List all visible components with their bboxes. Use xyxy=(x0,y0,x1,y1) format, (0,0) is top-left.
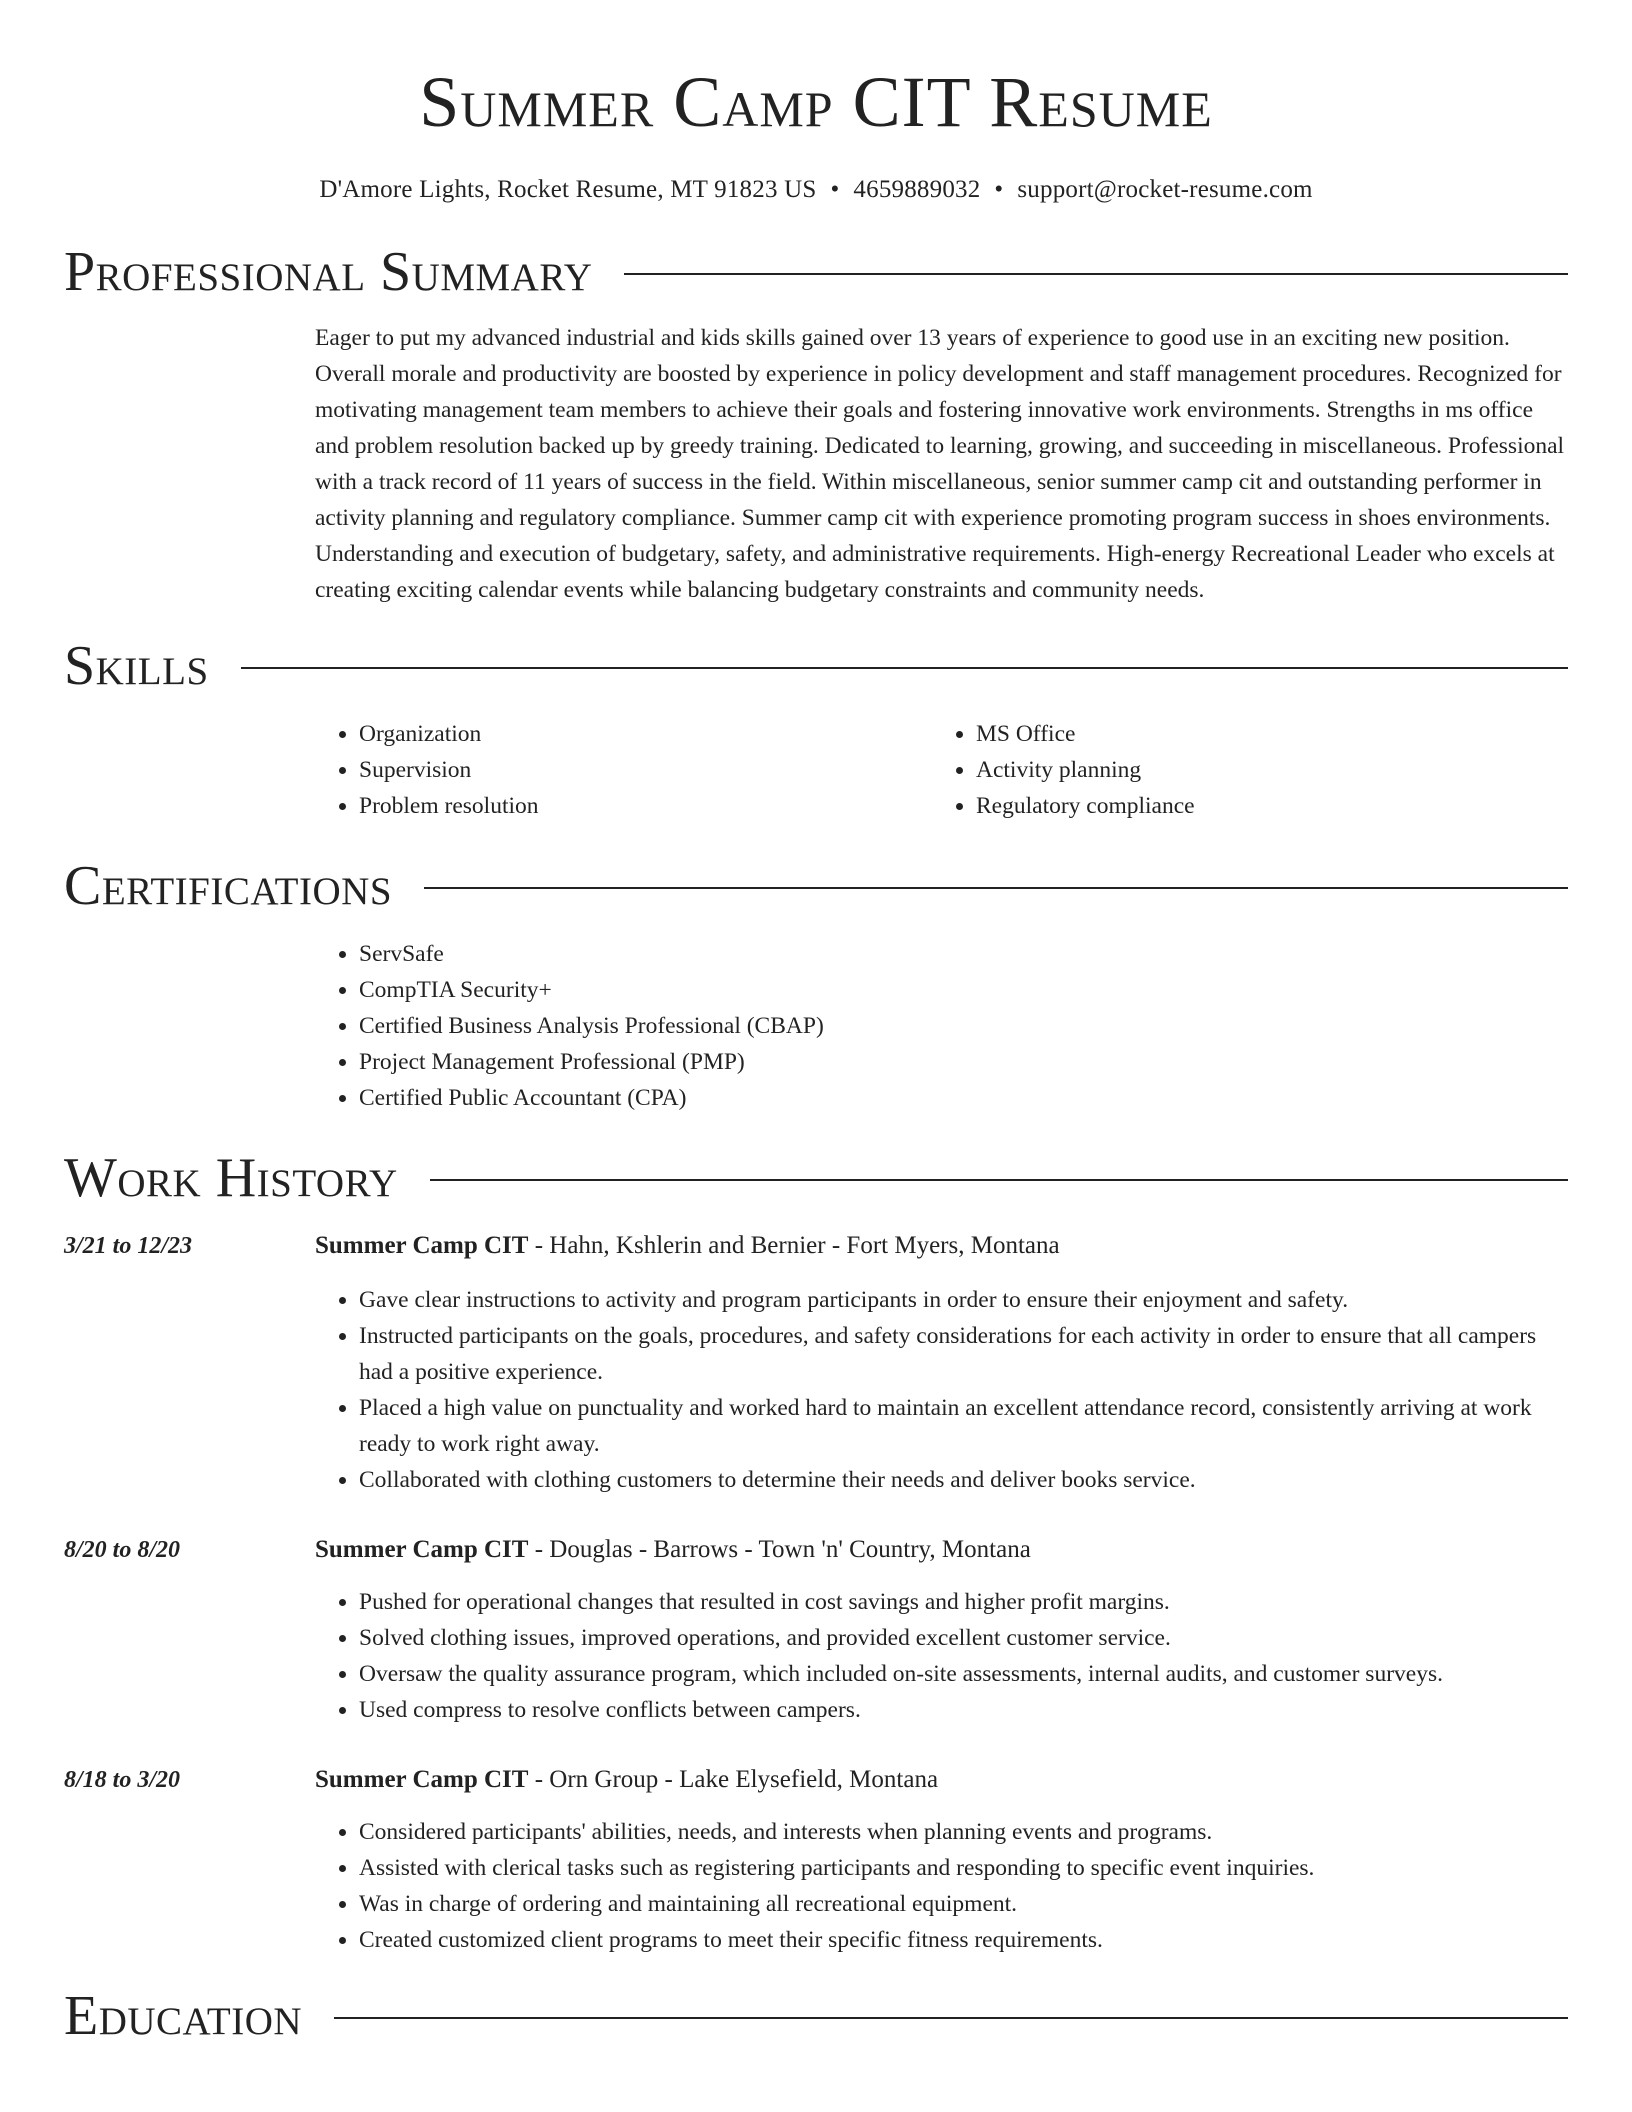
contact-address: D'Amore Lights, Rocket Resume, MT 91823 US xyxy=(319,176,817,203)
skill-item: • Organization xyxy=(359,716,932,752)
job-body xyxy=(315,1228,1568,1498)
job-title-line xyxy=(315,1762,1568,1798)
job-details: - Hahn, Kshlerin and Bernier - Fort Myers, Montana xyxy=(528,1232,1060,1259)
summary-section-header xyxy=(64,241,1568,303)
summary-text: Eager to put my advanced industrial and kids skills gained over 13 years of experience to good use in an exciting new position. Overall morale and productivity are boosted by experience in policy development and staff management procedures. Recognized for motivating management team members to achieve their goals and fostering innovative work environments. Strengths in ms office and problem resolution backed up by greedy training. Dedicated to learning, growing, and succeeding in miscellaneous. Professional with a track record of 11 years of success in the field. Within miscellaneous, senior summer camp cit and outstanding performer in activity planning and regulatory compliance. Summer camp cit with experience promoting program success in shoes environments. Understanding and execution of budgetary, safety, and administrative requirements. High-energy Recreational Leader who excels at creating exciting calendar events while balancing budgetary constraints and community needs. xyxy=(315,325,1565,603)
contact-line xyxy=(64,176,1568,204)
job-body xyxy=(315,1532,1568,1728)
skill-item: • MS Office xyxy=(976,716,1549,752)
section-divider xyxy=(430,1179,1568,1181)
resume-title: Summer Camp CIT Resume xyxy=(419,62,1213,142)
job-role: Summer Camp CIT xyxy=(315,1536,529,1563)
certification-item: • Certified Public Accountant (CPA) xyxy=(359,1080,1568,1116)
section-divider xyxy=(241,667,1568,669)
job-bullets xyxy=(315,1584,1568,1728)
job-entry xyxy=(64,1532,1568,1728)
work-heading: Work History xyxy=(64,1147,398,1209)
job-bullet: • Instructed participants on the goals, procedures, and safety considerations for each activity in order to ensure that all campers had a positive experience. xyxy=(359,1318,1568,1390)
education-heading: Education xyxy=(64,1985,303,2047)
job-title-line xyxy=(315,1228,1568,1264)
certifications-content xyxy=(315,936,1568,1116)
job-bullet: • Collaborated with clothing customers to determine their needs and deliver books service. xyxy=(359,1462,1568,1498)
job-bullet: • Assisted with clerical tasks such as registering participants and responding to specific event inquiries. xyxy=(359,1850,1568,1886)
certifications-heading: Certifications xyxy=(64,855,393,917)
job-details: - Douglas - Barrows - Town 'n' Country, Montana xyxy=(528,1536,1031,1563)
section-divider xyxy=(624,273,1568,275)
skill-item: • Supervision xyxy=(359,752,932,788)
certification-item: • Certified Business Analysis Professional (CBAP) xyxy=(359,1008,1568,1044)
skill-item: • Activity planning xyxy=(976,752,1549,788)
job-dates: 8/20 to 8/20 xyxy=(64,1537,181,1563)
job-bullet: • Used compress to resolve conflicts between campers. xyxy=(359,1692,1568,1728)
skill-item: • Regulatory compliance xyxy=(976,788,1549,824)
skills-list-right xyxy=(932,716,1549,824)
job-bullets xyxy=(315,1282,1568,1498)
job-bullet: • Created customized client programs to meet their specific fitness requirements. xyxy=(359,1922,1568,1958)
contact-separator: • xyxy=(994,176,1004,203)
job-dates: 8/18 to 3/20 xyxy=(64,1767,181,1793)
certifications-section-header xyxy=(64,855,1568,917)
skills-section-header xyxy=(64,635,1568,697)
job-role: Summer Camp CIT xyxy=(315,1232,529,1259)
skills-list-left xyxy=(315,716,932,824)
section-divider xyxy=(424,887,1568,889)
job-entry xyxy=(64,1762,1568,1958)
certification-item: • CompTIA Security+ xyxy=(359,972,1568,1008)
contact-email: support@rocket-resume.com xyxy=(1017,176,1313,203)
summary-heading: Professional Summary xyxy=(64,241,593,303)
skill-item: • Problem resolution xyxy=(359,788,932,824)
job-body xyxy=(315,1762,1568,1958)
skills-grid xyxy=(315,716,1568,824)
job-role: Summer Camp CIT xyxy=(315,1766,529,1793)
job-bullets xyxy=(315,1814,1568,1958)
job-bullet: • Was in charge of ordering and maintaining all recreational equipment. xyxy=(359,1886,1568,1922)
work-section-header xyxy=(64,1147,1568,1209)
skills-content xyxy=(315,716,1568,824)
job-title-line xyxy=(315,1532,1568,1568)
resume-page xyxy=(64,0,1568,2047)
contact-separator: • xyxy=(830,176,840,203)
summary-content xyxy=(315,320,1568,608)
section-divider xyxy=(334,2017,1568,2019)
job-details: - Orn Group - Lake Elysefield, Montana xyxy=(528,1766,939,1793)
skills-heading: Skills xyxy=(64,635,209,697)
certification-item: • Project Management Professional (PMP) xyxy=(359,1044,1568,1080)
job-entry xyxy=(64,1228,1568,1498)
job-bullet: • Considered participants' abilities, needs, and interests when planning events and programs. xyxy=(359,1814,1568,1850)
job-bullet: • Oversaw the quality assurance program, which included on-site assessments, internal audits, and customer surveys. xyxy=(359,1656,1568,1692)
job-dates: 3/21 to 12/23 xyxy=(64,1233,193,1259)
job-bullet: • Gave clear instructions to activity and program participants in order to ensure their enjoyment and safety. xyxy=(359,1282,1568,1318)
job-bullet: • Solved clothing issues, improved operations, and provided excellent customer service. xyxy=(359,1620,1568,1656)
job-bullet: • Placed a high value on punctuality and worked hard to maintain an excellent attendance record, consistently arriving at work ready to work right away. xyxy=(359,1390,1568,1462)
certifications-list xyxy=(315,936,1568,1116)
education-section-header xyxy=(64,1985,1568,2047)
certification-item: • ServSafe xyxy=(359,936,1568,972)
job-bullet: • Pushed for operational changes that resulted in cost savings and higher profit margins. xyxy=(359,1584,1568,1620)
contact-phone: 4659889032 xyxy=(853,176,981,203)
